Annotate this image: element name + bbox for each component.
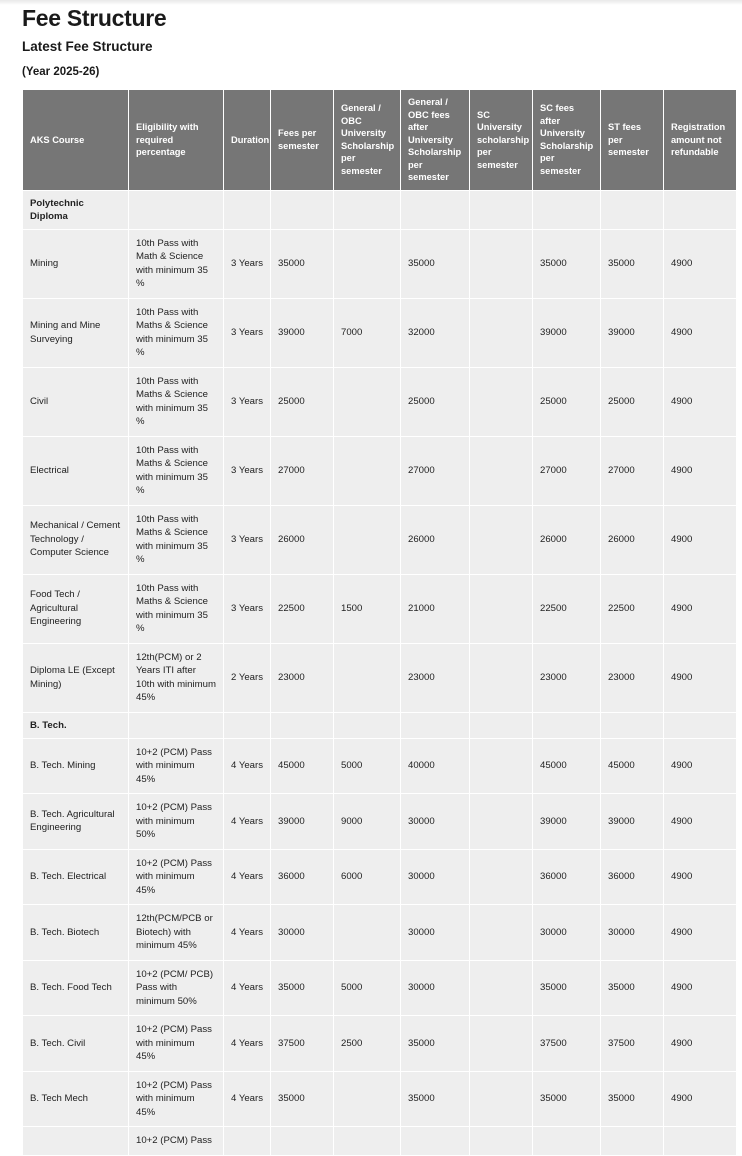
table-cell: 4 Years: [224, 1016, 270, 1071]
table-cell: [470, 794, 532, 849]
table-cell: 4 Years: [224, 794, 270, 849]
table-cell: 23000: [533, 644, 600, 712]
table-cell: 3 Years: [224, 575, 270, 643]
table-cell: 3 Years: [224, 368, 270, 436]
table-cell: 3 Years: [224, 299, 270, 367]
table-cell: [334, 368, 400, 436]
table-cell: [601, 191, 663, 229]
table-cell: 35000: [601, 230, 663, 298]
table-cell: 12th(PCM) or 2 Years ITI after 10th with minimum 45%: [129, 644, 223, 712]
table-cell: 39000: [601, 794, 663, 849]
column-header: SC University scholarship per semester: [470, 90, 532, 190]
course-name-cell: Mining and Mine Surveying: [23, 299, 128, 367]
column-header: General / OBC University Scholarship per semester: [334, 90, 400, 190]
table-section-row: [23, 713, 736, 738]
table-cell: 4 Years: [224, 905, 270, 960]
page-title: Fee Structure: [22, 5, 167, 31]
table-cell: 6000: [334, 850, 400, 905]
table-cell: 9000: [334, 794, 400, 849]
table-cell: [470, 506, 532, 574]
table-cell: [334, 506, 400, 574]
table-cell: 10th Pass with Maths & Science with minimum 35 %: [129, 575, 223, 643]
table-cell: 35000: [401, 1016, 469, 1071]
table-cell: [271, 191, 333, 229]
table-cell: 30000: [533, 905, 600, 960]
table-row: [23, 961, 736, 1016]
table-row: [23, 368, 736, 436]
table-cell: 4900: [664, 1072, 736, 1127]
table-section-row: [23, 191, 736, 229]
table-cell: 32000: [401, 299, 469, 367]
table-cell: 4 Years: [224, 961, 270, 1016]
table-cell: 4900: [664, 644, 736, 712]
table-row: [23, 506, 736, 574]
table-cell: 40000: [401, 739, 469, 794]
table-cell: 3 Years: [224, 506, 270, 574]
table-cell: 35000: [601, 1072, 663, 1127]
table-cell: 10+2 (PCM) Pass with minimum 50%: [129, 794, 223, 849]
course-name-cell: B. Tech. Food Tech: [23, 961, 128, 1016]
table-cell: [271, 1127, 333, 1155]
course-name-cell: Mechanical / Cement Technology / Computer Science: [23, 506, 128, 574]
table-cell: 4 Years: [224, 1072, 270, 1127]
table-cell: [470, 961, 532, 1016]
top-scroll-band: [0, 0, 742, 5]
table-cell: 25000: [271, 368, 333, 436]
table-row: [23, 644, 736, 712]
table-cell: 39000: [271, 794, 333, 849]
table-cell: [334, 191, 400, 229]
table-cell: 35000: [533, 1072, 600, 1127]
table-row: [23, 1127, 736, 1155]
table-cell: 39000: [271, 299, 333, 367]
table-cell: 4900: [664, 299, 736, 367]
table-cell: 37500: [271, 1016, 333, 1071]
course-name-cell: B. Tech.: [23, 713, 128, 738]
table-cell: [664, 1127, 736, 1155]
table-cell: 2 Years: [224, 644, 270, 712]
column-header: AKS Course: [23, 90, 128, 190]
table-cell: 10+2 (PCM) Pass with minimum 45%: [129, 739, 223, 794]
page-year-label: (Year 2025-26): [22, 66, 100, 78]
table-cell: 1500: [334, 575, 400, 643]
table-cell: [470, 191, 532, 229]
table-row: [23, 850, 736, 905]
table-cell: [224, 1127, 270, 1155]
table-cell: [129, 713, 223, 738]
table-cell: 45000: [533, 739, 600, 794]
table-cell: [334, 713, 400, 738]
table-cell: 10th Pass with Maths & Science with minimum 35 %: [129, 437, 223, 505]
table-header: [23, 90, 736, 190]
course-name-cell: B. Tech. Biotech: [23, 905, 128, 960]
table-row: [23, 437, 736, 505]
table-cell: 35000: [271, 961, 333, 1016]
table-cell: 4900: [664, 739, 736, 794]
page-subtitle: Latest Fee Structure: [22, 39, 153, 54]
table-cell: 30000: [401, 850, 469, 905]
table-row: [23, 299, 736, 367]
table-row: [23, 794, 736, 849]
table-cell: 27000: [271, 437, 333, 505]
table-cell: [470, 437, 532, 505]
table-cell: [470, 230, 532, 298]
table-cell: [401, 191, 469, 229]
course-name-cell: Diploma LE (Except Mining): [23, 644, 128, 712]
table-cell: 30000: [271, 905, 333, 960]
table-cell: 12th(PCM/PCB or Biotech) with minimum 45%: [129, 905, 223, 960]
table-cell: 26000: [533, 506, 600, 574]
table-cell: 22500: [601, 575, 663, 643]
table-cell: 22500: [271, 575, 333, 643]
table-cell: 2500: [334, 1016, 400, 1071]
table-cell: 22500: [533, 575, 600, 643]
table-cell: 10th Pass with Maths & Science with minimum 35 %: [129, 299, 223, 367]
table-header-row: [23, 90, 736, 190]
table-cell: 5000: [334, 961, 400, 1016]
table-cell: 35000: [401, 230, 469, 298]
table-cell: [334, 437, 400, 505]
table-cell: 10+2 (PCM) Pass with minimum 45%: [129, 850, 223, 905]
table-cell: 26000: [601, 506, 663, 574]
table-cell: [129, 191, 223, 229]
table-cell: 23000: [271, 644, 333, 712]
table-cell: [470, 1016, 532, 1071]
table-cell: 25000: [401, 368, 469, 436]
course-name-cell: Food Tech / Agricultural Engineering: [23, 575, 128, 643]
course-name-cell: Civil: [23, 368, 128, 436]
table-cell: 10th Pass with Maths & Science with minimum 35 %: [129, 368, 223, 436]
course-name-cell: B. Tech. Civil: [23, 1016, 128, 1071]
column-header: ST fees per semester: [601, 90, 663, 190]
course-name-cell: Electrical: [23, 437, 128, 505]
course-name-cell: Mining: [23, 230, 128, 298]
column-header: Eligibility with required percentage: [129, 90, 223, 190]
table-cell: 4900: [664, 961, 736, 1016]
table-cell: [470, 368, 532, 436]
table-cell: [533, 713, 600, 738]
table-cell: 39000: [533, 794, 600, 849]
course-name-cell: Polytechnic Diploma: [23, 191, 128, 229]
column-header: SC fees after University Scholarship per semester: [533, 90, 600, 190]
column-header: Duration: [224, 90, 270, 190]
table-cell: [334, 1072, 400, 1127]
table-body: [23, 191, 736, 1155]
table-cell: 35000: [271, 230, 333, 298]
table-cell: [664, 191, 736, 229]
table-cell: [470, 905, 532, 960]
table-cell: 35000: [533, 961, 600, 1016]
table-cell: 10+2 (PCM) Pass: [129, 1127, 223, 1155]
table-cell: 30000: [401, 961, 469, 1016]
column-header: Fees per semester: [271, 90, 333, 190]
table-cell: [224, 191, 270, 229]
course-name-cell: B. Tech Mech: [23, 1072, 128, 1127]
course-name-cell: B. Tech. Agricultural Engineering: [23, 794, 128, 849]
table-cell: 4900: [664, 437, 736, 505]
table-cell: [470, 713, 532, 738]
table-cell: 5000: [334, 739, 400, 794]
table-cell: [334, 644, 400, 712]
column-header: General / OBC fees after University Scholarship per semester: [401, 90, 469, 190]
table-cell: 4 Years: [224, 739, 270, 794]
column-header: Registration amount not refundable: [664, 90, 736, 190]
table-row: [23, 739, 736, 794]
table-cell: 4900: [664, 230, 736, 298]
course-name-cell: B. Tech. Mining: [23, 739, 128, 794]
course-name-cell: B. Tech. Electrical: [23, 850, 128, 905]
table-cell: 30000: [601, 905, 663, 960]
table-cell: 30000: [401, 794, 469, 849]
table-cell: [601, 713, 663, 738]
table-cell: 10th Pass with Maths & Science with minimum 35 %: [129, 506, 223, 574]
table-cell: [334, 905, 400, 960]
table-cell: 26000: [271, 506, 333, 574]
table-cell: 10th Pass with Math & Science with minimum 35 %: [129, 230, 223, 298]
table-cell: 30000: [401, 905, 469, 960]
table-cell: 35000: [401, 1072, 469, 1127]
table-cell: 4 Years: [224, 850, 270, 905]
table-cell: 4900: [664, 1016, 736, 1071]
table-cell: 27000: [401, 437, 469, 505]
table-cell: 4900: [664, 905, 736, 960]
table-cell: 27000: [601, 437, 663, 505]
table-cell: 36000: [533, 850, 600, 905]
table-cell: 10+2 (PCM) Pass with minimum 45%: [129, 1016, 223, 1071]
table-cell: 39000: [533, 299, 600, 367]
table-row: [23, 1072, 736, 1127]
table-cell: [664, 713, 736, 738]
table-cell: [533, 1127, 600, 1155]
table-row: [23, 575, 736, 643]
table-cell: 39000: [601, 299, 663, 367]
table-cell: [601, 1127, 663, 1155]
table-cell: 23000: [601, 644, 663, 712]
table-cell: [470, 850, 532, 905]
table-cell: 4900: [664, 794, 736, 849]
table-cell: 35000: [533, 230, 600, 298]
table-cell: 4900: [664, 506, 736, 574]
table-cell: 10+2 (PCM/ PCB) Pass with minimum 50%: [129, 961, 223, 1016]
table-cell: 3 Years: [224, 437, 270, 505]
table-cell: 23000: [401, 644, 469, 712]
table-cell: [401, 713, 469, 738]
table-row: [23, 1016, 736, 1071]
table-cell: [334, 230, 400, 298]
table-cell: 37500: [533, 1016, 600, 1071]
table-cell: [470, 299, 532, 367]
table-cell: 26000: [401, 506, 469, 574]
table-cell: [224, 713, 270, 738]
table-cell: 21000: [401, 575, 469, 643]
table-cell: 45000: [601, 739, 663, 794]
table-row: [23, 230, 736, 298]
table-cell: [401, 1127, 469, 1155]
table-cell: 36000: [271, 850, 333, 905]
table-cell: [533, 191, 600, 229]
table-cell: 4900: [664, 575, 736, 643]
table-cell: 4900: [664, 850, 736, 905]
table-cell: 7000: [334, 299, 400, 367]
table-cell: 37500: [601, 1016, 663, 1071]
table-cell: 10+2 (PCM) Pass with minimum 45%: [129, 1072, 223, 1127]
table-cell: 35000: [271, 1072, 333, 1127]
table-cell: [470, 739, 532, 794]
table-row: [23, 905, 736, 960]
course-name-cell: [23, 1127, 128, 1155]
table-cell: 45000: [271, 739, 333, 794]
table-cell: 3 Years: [224, 230, 270, 298]
table-cell: 36000: [601, 850, 663, 905]
table-cell: [334, 1127, 400, 1155]
table-cell: 25000: [533, 368, 600, 436]
table-cell: 35000: [601, 961, 663, 1016]
table-cell: [470, 1072, 532, 1127]
table-cell: 25000: [601, 368, 663, 436]
table-cell: [470, 575, 532, 643]
table-cell: 27000: [533, 437, 600, 505]
table-cell: [470, 1127, 532, 1155]
table-cell: [271, 713, 333, 738]
fee-structure-table: [22, 89, 737, 1156]
table-cell: 4900: [664, 368, 736, 436]
table-cell: [470, 644, 532, 712]
